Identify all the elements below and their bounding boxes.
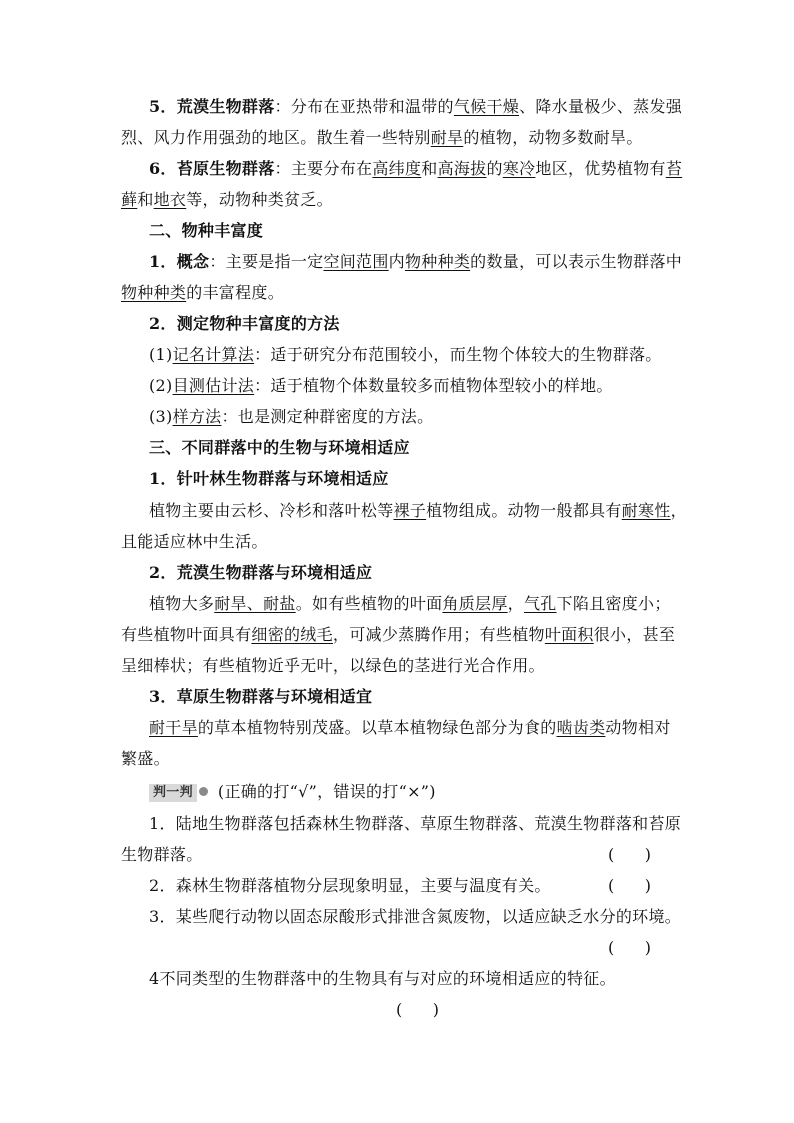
question-1-line-1: 1．陆地生物群落包括森林生物群落、草原生物群落、荒漠生物群落和苔原 (149, 814, 682, 833)
keyword-cold: 寒冷 (502, 159, 536, 178)
text: 动物相对 (605, 718, 671, 737)
coniferous-line-2: 且能适应林中生活。 (121, 532, 268, 551)
keyword-method: 记名计算法 (172, 345, 255, 364)
text: 地区，优势植物有 (535, 159, 666, 178)
text: 的丰富程度。 (186, 283, 285, 302)
method-item-1 (149, 344, 705, 366)
question-3: 3．某些爬行动物以固态尿酸形式排泄含氮废物，以适应缺乏水分的环境。 (149, 907, 682, 926)
grassland-line-1 (149, 717, 705, 739)
keyword-high-altitude: 高海拔 (437, 159, 487, 178)
tundra-community-line-1 (149, 158, 705, 180)
desert-community-line-2 (121, 127, 677, 149)
answer-blank-3[interactable]: ( ) (608, 938, 651, 957)
keyword-lichen: 地衣 (153, 190, 187, 209)
keyword-cuticle: 角质层厚 (442, 594, 508, 613)
text: 下陷且密度小； (556, 594, 671, 613)
answer-blank-1[interactable]: ( ) (608, 845, 651, 864)
question-1-line-2: 生物群落。 (121, 845, 203, 864)
text: 内 (388, 252, 405, 271)
text: ：适于植物个体数量较多而植物体型较小的样地。 (254, 376, 613, 395)
answer-blank-2[interactable]: ( ) (608, 876, 651, 895)
keyword-spatial-range: 空间范围 (323, 252, 389, 271)
desert-community-label: 5．荒漠生物群落 (149, 97, 275, 116)
answer-blank-4[interactable]: ( ) (396, 1000, 439, 1019)
judge-instruction: (正确的打“√”，错误的打“×”) (217, 782, 436, 801)
desert-adaptation-line-3: 呈细棒状；有些植物近乎无叶，以绿色的茎进行光合作用。 (121, 656, 545, 675)
keyword-stomata: 气孔 (523, 594, 557, 613)
judge-tag: 判一判 (149, 784, 197, 802)
keyword-species-type: 物种种类 (121, 283, 187, 302)
method-item-3 (149, 406, 705, 428)
tundra-community-label: 6．苔原生物群落 (149, 159, 275, 178)
text: 、降水量极少、蒸发强 (519, 97, 683, 116)
text: 烈、风力作用强劲的地区。散生着一些特别 (121, 128, 431, 147)
text: 和 (421, 159, 438, 178)
text: ：分布在亚热带和温带的 (274, 97, 454, 116)
grassland-line-2: 繁盛。 (121, 749, 170, 768)
coniferous-line-1 (149, 500, 705, 522)
grassland-heading: 3．草原生物群落与环境相适宜 (149, 687, 373, 706)
section-heading-species-richness: 二、物种丰富度 (149, 221, 264, 240)
keyword-method: 目测估计法 (172, 376, 255, 395)
text: 等，动物种类贫乏。 (186, 190, 333, 209)
keyword-high-latitude: 高纬度 (372, 159, 422, 178)
text: 的植物，动物多数耐旱。 (463, 128, 643, 147)
text: 的草本植物特别茂盛。以草本植物绿色部分为食的 (197, 718, 557, 737)
text: ， (507, 594, 524, 613)
keyword-leaf-area: 叶面积 (544, 625, 594, 644)
text: ：适于研究分布范围较小，而生物个体较大的生物群落。 (254, 345, 662, 364)
text: ：主要分布在 (274, 159, 373, 178)
text: ：也是测定种群密度的方法。 (221, 407, 434, 426)
methods-heading: 2．测定物种丰富度的方法 (149, 314, 340, 333)
keyword-rodents: 啮齿类 (556, 718, 606, 737)
method-item-2 (149, 375, 705, 397)
keyword-moss-part1: 苔 (665, 159, 683, 178)
keyword-drought-resistant: 耐干旱 (149, 718, 198, 737)
concept-line-2 (121, 282, 677, 304)
section-heading-adaptation: 三、不同群落中的生物与环境相适应 (149, 438, 410, 457)
desert-adaptation-line-2 (121, 624, 677, 646)
keyword-method: 样方法 (172, 407, 222, 426)
text: 植物主要由云杉、冷杉和落叶松等 (149, 501, 394, 520)
coniferous-heading: 1．针叶林生物群落与环境相适应 (149, 469, 389, 488)
keyword-drought-tolerant: 耐旱 (430, 128, 464, 147)
text: ，可减少蒸腾作用；有些植物 (332, 625, 545, 644)
text: 很小，甚至 (593, 625, 676, 644)
keyword-moss-part2: 藓 (121, 190, 138, 209)
judge-header (149, 781, 705, 803)
keyword-fine-hairs: 细密的绒毛 (251, 625, 333, 644)
item-number: (1) (149, 345, 173, 364)
text: 植物组成。动物一般都具有 (426, 501, 622, 520)
keyword-gymnosperm: 裸子 (393, 501, 427, 520)
text: 植物大多 (149, 594, 215, 613)
dot-icon (199, 787, 208, 796)
text: 的数量，可以表示生物群落中 (470, 252, 683, 271)
text: 有些植物叶面具有 (121, 625, 252, 644)
text: 。如有些植物的叶面 (295, 594, 443, 613)
desert-adaptation-heading: 2．荒漠生物群落与环境相适应 (149, 563, 373, 582)
text: ：主要是指一定 (209, 252, 324, 271)
keyword-drought-salt: 耐旱、耐盐 (214, 594, 296, 613)
keyword-cold-tolerance: 耐寒性 (621, 501, 671, 520)
tundra-community-line-2 (121, 189, 677, 211)
concept-line-1 (149, 251, 705, 273)
text: 和 (137, 190, 154, 209)
question-2: 2．森林生物群落植物分层现象明显，主要与温度有关。 (149, 876, 551, 895)
keyword-dry-climate: 气候干燥 (453, 97, 520, 116)
question-4: 4不同类型的生物群落中的生物具有与对应的环境相适应的特征。 (149, 969, 616, 988)
text: ， (670, 501, 687, 520)
desert-community-line-1 (149, 96, 705, 118)
item-number: (2) (149, 376, 173, 395)
concept-label: 1．概念 (149, 252, 210, 271)
keyword-species-type: 物种种类 (404, 252, 471, 271)
desert-adaptation-line-1 (149, 593, 705, 615)
item-number: (3) (149, 407, 173, 426)
text: 的 (486, 159, 503, 178)
